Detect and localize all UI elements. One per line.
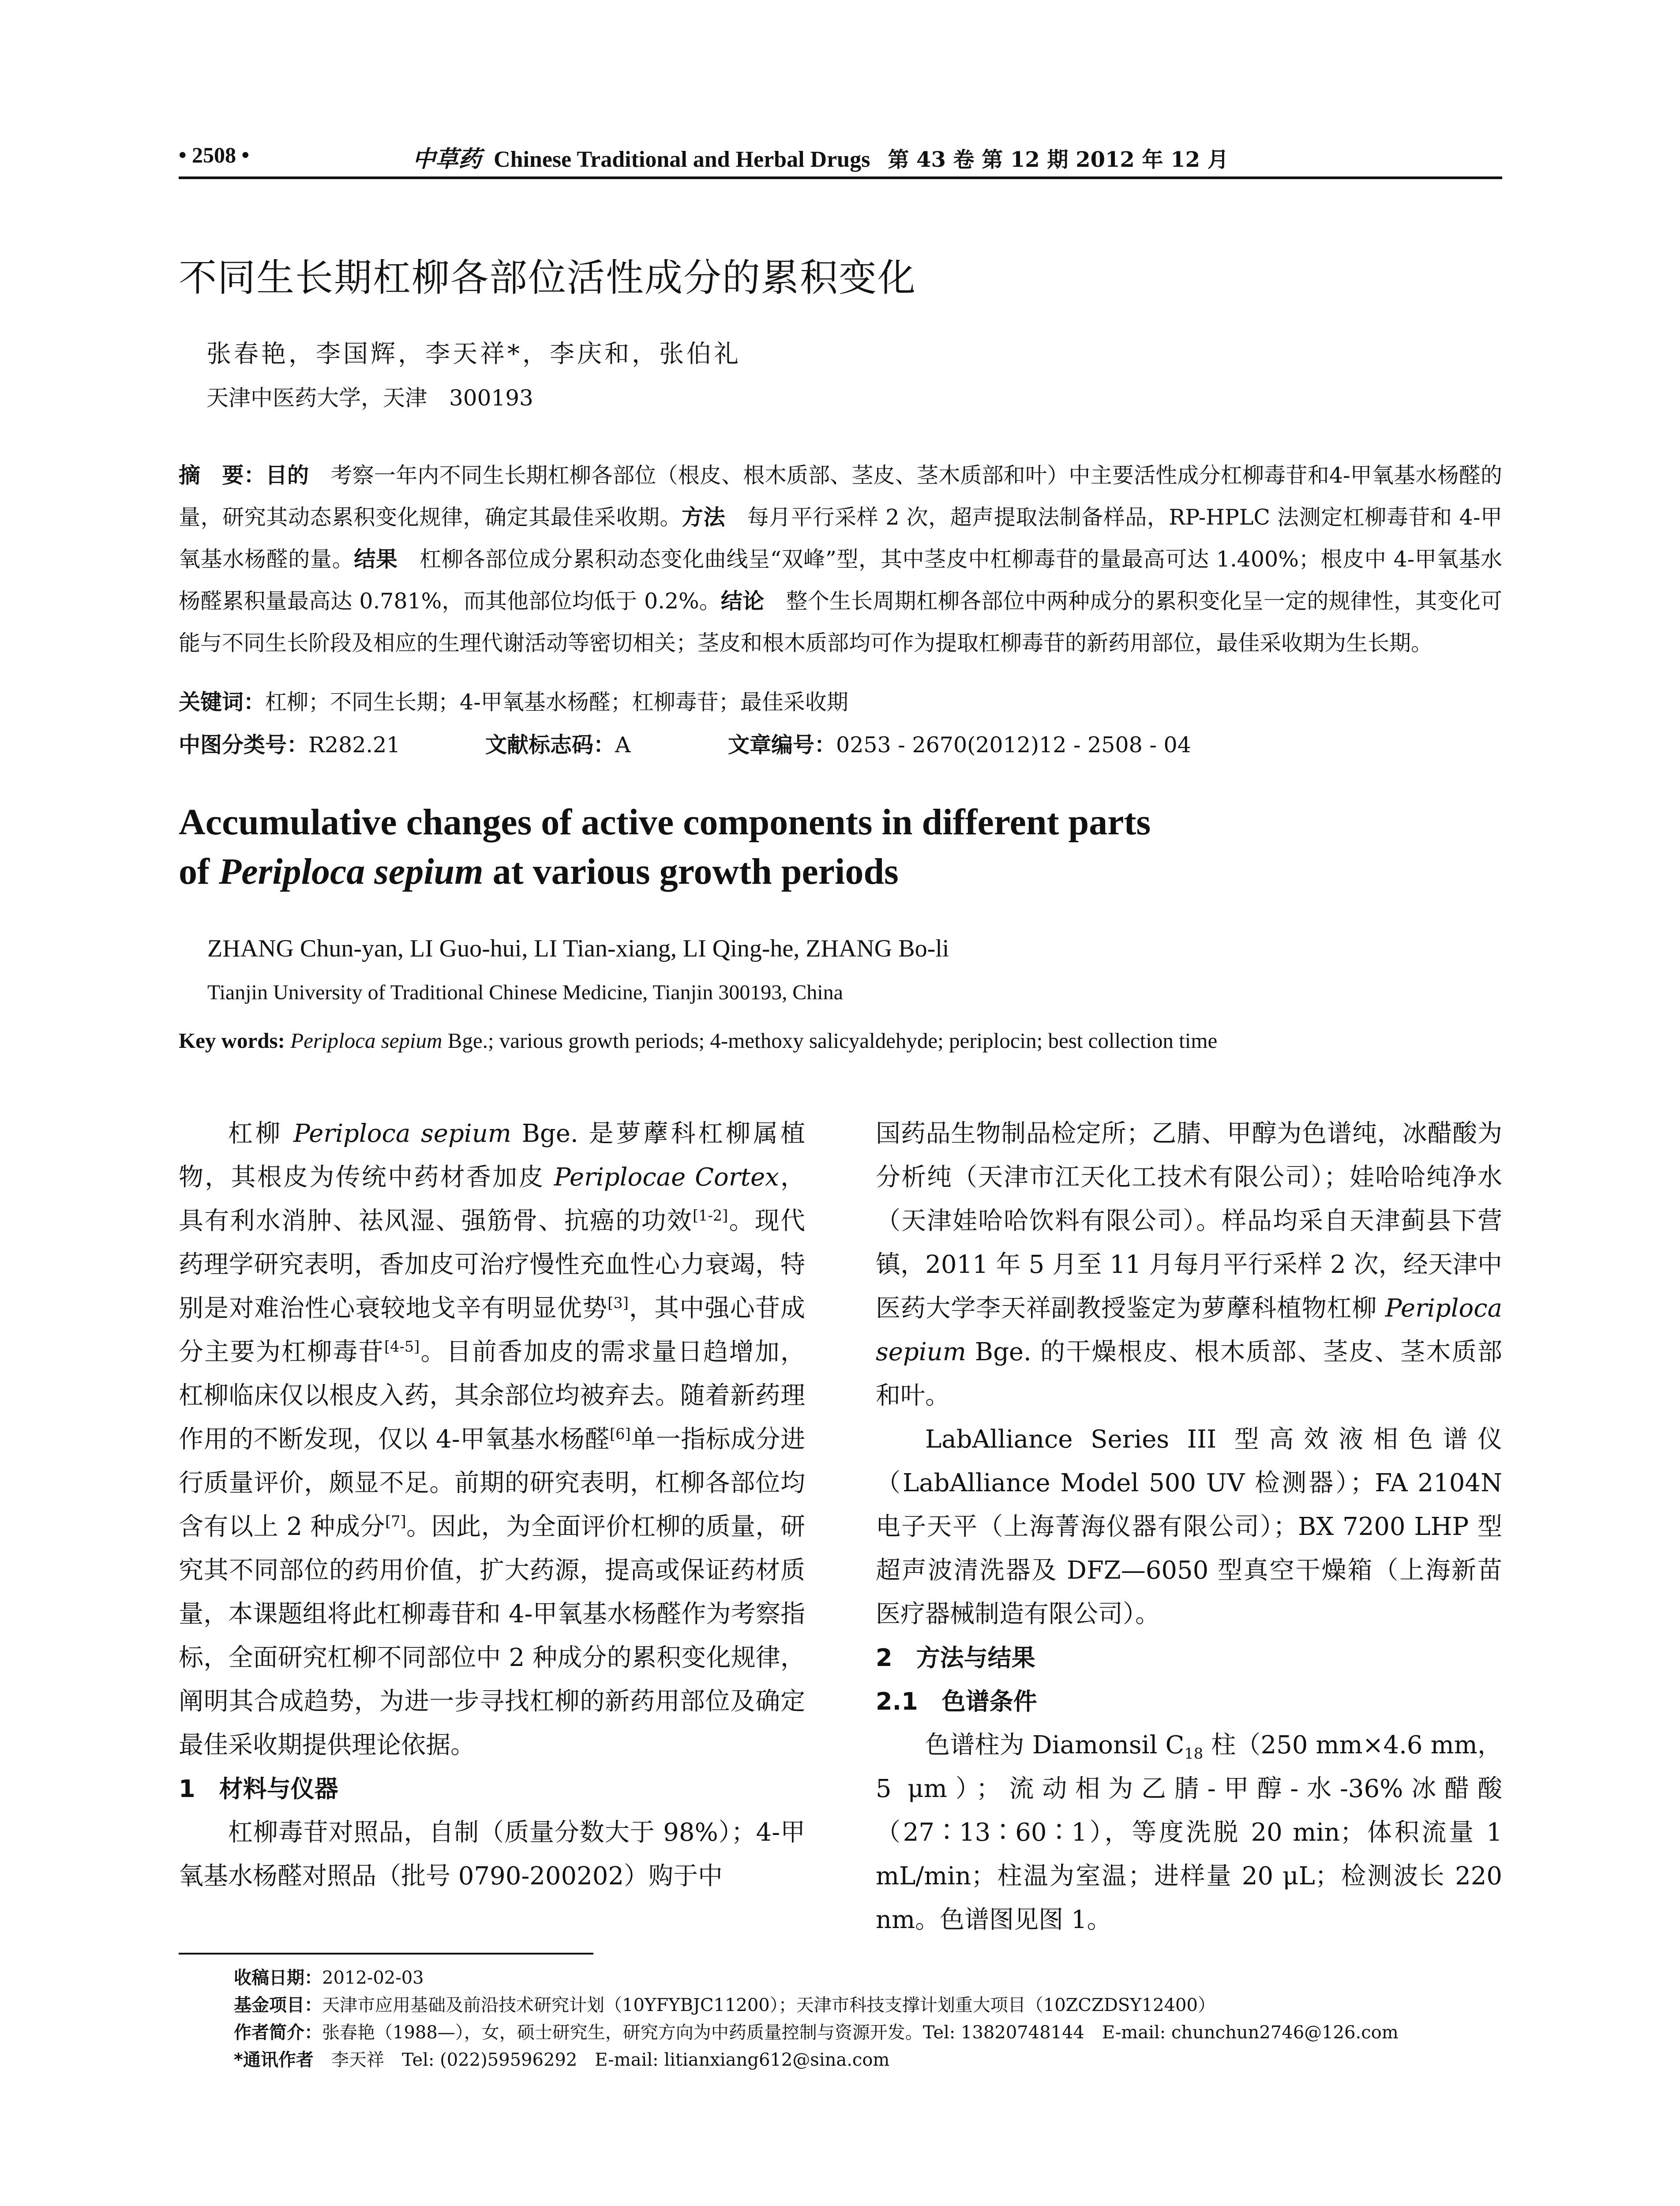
- article-label: 文章编号：: [728, 732, 836, 758]
- article-number: [728, 728, 1191, 759]
- clc-number: [179, 728, 400, 759]
- title-en-species: Periploca sepium: [218, 851, 484, 892]
- results-label: 结果: [354, 547, 398, 572]
- author-bio: 作者简介：张春艳（1988—），女，硕士研究生，研究方向为中药质量控制与资源开发。Tel: 13820748144 E-mail: chunchun2746@126.com: [234, 2022, 1399, 2043]
- conclusion-text: 整个生长周期杠柳各部位中两种成分的累积变化呈一定的规律性，其变化可能与不同生长阶段及相应的生理代谢活动等密切相关；茎皮和根木质部均可作为提取杠柳毒苷的新药用部位，最佳采收期为生长期。: [179, 589, 1502, 656]
- species-name: Periploca sepium: [293, 1119, 511, 1148]
- article-title-en: [179, 798, 1151, 897]
- citation: [6]: [610, 1425, 631, 1443]
- body-column-right: [876, 1112, 1502, 1942]
- affiliation-cn: 天津中医药大学，天津 300193: [206, 385, 533, 411]
- corresponding-author: *通讯作者 李天祥 Tel: (022)59596292 E-mail: litianxiang612@sina.com: [234, 2050, 890, 2070]
- clc-label: 中图分类号：: [179, 732, 309, 758]
- keywords-label: 关键词：: [179, 690, 266, 715]
- instruments-paragraph: LabAlliance Series III 型高效液相色谱仪（LabAlliance Model 500 UV 检测器）；FA 2104N 电子天平（上海菁海仪器有限公司）；BX 7200 LHP 型超声波清洗器及 DFZ—6050 型真空干燥箱（上海新苗医疗器械制造有限公司）。: [876, 1425, 1502, 1628]
- authors-en: ZHANG Chun-yan, LI Guo-hui, LI Tian-xiang, LI Qing-he, ZHANG Bo-li: [207, 935, 949, 962]
- keywords-en-label: Key words:: [179, 1028, 285, 1053]
- issue-info: 第 43 卷 第 12 期 2012 年 12 月: [888, 147, 1229, 172]
- title-en-line2: [179, 847, 1151, 897]
- affiliation-en: Tianjin University of Traditional Chinese Medicine, Tianjin 300193, China: [207, 981, 843, 1004]
- intro-paragraph: 杠柳 Periploca sepium Bge. 是萝藦科杠柳属植物，其根皮为传统中药材香加皮 Periplocae Cortex，具有利水消肿、祛风湿、强筋骨、抗癌的功效[1-2]。现代药理学研究表明，香加皮可治疗慢性充血性心力衰竭，特别是对难治性心衰较地戈辛有明显优势[3]，其中强心苷成分主要为杠柳毒苷[4-5]。目前香加皮的需求量日趋增加，杠柳临床仅以根皮入药，其余部位均被弃去。随着新药理作用的不断发现，仅以 4-甲氧基水杨醛[6]单一指标成分进行质量评价，颇显不足。前期的研究表明，杠柳各部位均含有以上 2 种成分[7]。因此，为全面评价杠柳的质量，研究其不同部位的药用价值，扩大药源，提高或保证药材质量，本课题组将此杠柳毒苷和 4-甲氧基水杨醛作为考察指标，全面研究杠柳不同部位中 2 种成分的累积变化规律，阐明其合成趋势，为进一步寻找杠柳的新药用部位及确定最佳采收期提供理论依据。: [179, 1119, 806, 1760]
- citation: [3]: [608, 1294, 629, 1312]
- page-number: • 2508 •: [179, 143, 250, 167]
- methods-text: 每月平行采样 2 次，超声提取法制备样品，RP-HPLC 法测定杠柳毒苷和 4-甲氧基水杨醛的量。: [179, 505, 1502, 572]
- footnotes: [234, 1964, 1399, 2074]
- article-title-cn: 不同生长期杠柳各部位活性成分的累积变化: [179, 256, 916, 300]
- chromatography-paragraph: 色谱柱为 Diamonsil $C_{18}$ 柱（250 mm×4.6 mm，5 μm）；流动相为乙腈-甲醇-水-36%冰醋酸（27∶13∶60∶1），等度洗脱 20 min；体积流量 1 mL/min；柱温为室温；进样量 20 μL；检测波长 220 nm。色谱图见图 1。: [876, 1731, 1502, 1934]
- article-value: 0253 - 2670(2012)12 - 2508 - 04: [836, 732, 1191, 758]
- section-heading-2: 2 方法与结果: [876, 1644, 1035, 1672]
- doc-value: A: [615, 732, 631, 758]
- citation: [1-2]: [692, 1207, 728, 1224]
- drug-latin-name: Periplocae Cortex: [554, 1163, 779, 1192]
- footnote-rule: [179, 1953, 593, 1955]
- citation: [7]: [385, 1512, 406, 1530]
- materials-paragraph: 杠柳毒苷对照品，自制（质量分数大于 98%）；4-甲氧基水杨醛对照品（批号 0790-200202）购于中: [179, 1818, 805, 1891]
- body-column-left: [179, 1112, 805, 1898]
- clc-value: R282.21: [308, 732, 401, 758]
- authors-cn: 张春艳，李国辉，李天祥*，李庆和，张伯礼: [206, 340, 741, 368]
- results-text: 杠柳各部位成分累积动态变化曲线呈“双峰”型，其中茎皮中杠柳毒苷的量最高可达 1.400%；根皮中 4-甲氧基水杨醛累积量最高达 0.781%，而其他部位均低于 0.2%。: [179, 547, 1502, 614]
- subscript: 18: [1184, 1745, 1204, 1763]
- abstract: [179, 454, 1502, 664]
- conclusion-label: 结论: [720, 589, 765, 614]
- document-code: [485, 728, 630, 759]
- section-heading-2-1: 2.1 色谱条件: [876, 1688, 1037, 1715]
- objective-label: 目的: [265, 463, 309, 488]
- keywords-text: 杠柳；不同生长期；4-甲氧基水杨醛；杠柳毒苷；最佳采收期: [265, 690, 848, 715]
- journal-name-en: Chinese Traditional and Herbal Drugs: [494, 147, 870, 172]
- citation: [4-5]: [384, 1338, 420, 1355]
- title-en-pre: of: [179, 851, 219, 892]
- keywords-en-text: Bge.; various growth periods; 4-methoxy salicyaldehyde; periplocin; best collection time: [442, 1028, 1218, 1053]
- title-en-line1: Accumulative changes of active components in different parts: [179, 802, 1151, 843]
- abstract-label: 摘 要：: [179, 463, 266, 488]
- header-rule: [179, 176, 1502, 179]
- keywords-en-species: Periploca sepium: [290, 1028, 442, 1053]
- keywords-en: [179, 1028, 1217, 1053]
- running-header: [412, 140, 1229, 173]
- title-en-post: at various growth periods: [483, 851, 899, 892]
- section-heading-1: 1 材料与仪器: [179, 1775, 338, 1803]
- received-date: 收稿日期：2012-02-03: [234, 1968, 424, 1988]
- keywords-cn: [179, 685, 848, 716]
- materials-continued: 国药品生物制品检定所；乙腈、甲醇为色谱纯，冰醋酸为分析纯（天津市江天化工技术有限公司）；娃哈哈纯净水（天津娃哈哈饮料有限公司）。样品均采自天津蓟县下营镇，2011 年 5 月至 11 月每月平行采样 2 次，经天津中医药大学李天祥副教授鉴定为萝藦科植物杠柳 Periploca sepium Bge. 的干燥根皮、根木质部、茎皮、茎木质部和叶。: [876, 1119, 1502, 1410]
- species-name: Periploca sepium: [876, 1294, 1502, 1366]
- methods-label: 方法: [682, 505, 726, 530]
- objective-text: 考察一年内不同生长期杠柳各部位（根皮、根木质部、茎皮、茎木质部和叶）中主要活性成分杠柳毒苷和4-甲氧基水杨醛的量，研究其动态累积变化规律，确定其最佳采收期。: [179, 463, 1502, 530]
- doc-label: 文献标志码：: [485, 732, 615, 758]
- fund-info: 基金项目：天津市应用基础及前沿技术研究计划（10YFYBJC11200）；天津市科技支撑计划重大项目（10ZCZDSY12400）: [234, 1995, 1215, 2015]
- journal-name-cn: 中草药: [412, 146, 482, 173]
